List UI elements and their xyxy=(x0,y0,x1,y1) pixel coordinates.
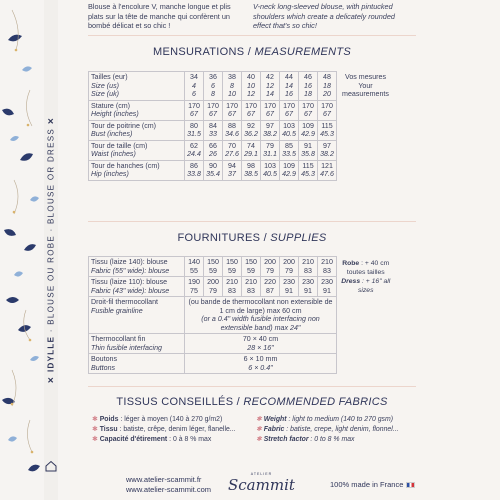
size-cell: 42 12 14 xyxy=(261,72,280,101)
table-row: Tour de poitrine (cm) Bust (inches) 80 31.5 84 33 88 34.6 92 36.2 97 38.2 103 40.5 109 42.9 115 45.3 xyxy=(89,120,395,140)
size-cell: 40 10 12 xyxy=(242,72,261,101)
spine-pattern-type: BLOUSE OU ROBE · BLOUSE OR DRESS xyxy=(46,127,56,325)
table-row: Tissu (laize 140): blouse Fabric (55" wide): blouse 140 55 150 59 150 59 150 59 200 79 200 79 210 83 210 83 Robe : + 40 cm toutes tailles Dress : + 16" all sizes xyxy=(89,257,395,277)
spine-title: ✕ IDYLLE · BLOUSE OU ROBE · BLOUSE OR DRESS ✕ xyxy=(46,116,56,384)
footer-urls xyxy=(126,475,211,495)
pattern-page xyxy=(70,0,500,500)
size-cell: 34 4 6 xyxy=(185,72,204,101)
table-row: Tissu (laize 110): blouse Fabric (43" wide): blouse 190 75 200 79 210 83 210 83 220 87 230 91 230 91 230 91 xyxy=(89,277,395,297)
list-item: ✱ Poids : léger à moyen (140 à 270 g/m2) xyxy=(92,416,223,423)
intro-text-en: V-neck long-sleeved blouse, with pintucked shoulders which create a delicately rounded effect that's so chic! xyxy=(253,2,395,30)
divider xyxy=(88,35,416,36)
your-measurements-note: Vos mesures Your measurements xyxy=(342,73,389,98)
france-flag-icon xyxy=(406,482,415,488)
website-link-fr[interactable]: www.atelier-scammit.fr xyxy=(126,475,202,484)
table-row: Droit-fil thermocollant Fusible grainline (ou bande de thermocollant non extensible de 1 cm de large) max 60 cm (or a 0.4" width fusible interfacing non extensible band) max 24" xyxy=(89,297,395,334)
made-in-france: 100% made in France xyxy=(330,480,415,489)
fabrics-list-fr xyxy=(92,415,236,445)
table-row: Tour de hanches (cm) Hip (inches) 86 33.8 90 35.4 94 37 98 38.5 103 40.5 109 42.9 115 45.3 121 47.6 xyxy=(89,160,395,180)
website-link-com[interactable]: www.atelier-scammit.com xyxy=(126,485,212,494)
measurements-heading: MENSURATIONS / MEASUREMENTS xyxy=(153,46,351,58)
table-row: Tour de taille (cm) Waist (inches) 62 24.4 66 26 70 27.6 74 29.1 79 31.1 85 33.5 91 35.8 97 38.2 xyxy=(89,140,395,160)
divider xyxy=(88,386,416,387)
supplies-heading: FOURNITURES / SUPPLIES xyxy=(177,232,327,244)
spine-star-icon: ✕ xyxy=(46,372,56,384)
measurements-table xyxy=(88,71,395,181)
list-item: ✱ Weight : light to medium (140 to 270 gsm) xyxy=(256,416,394,423)
brand-logo: ATELIER Scammit xyxy=(228,472,295,494)
list-item: ✱ Capacité d'étirement : 0 à 8 % max xyxy=(92,436,212,443)
list-item: ✱ Fabric : batiste, crepe, light denim, flonnel... xyxy=(256,426,399,433)
supplies-table xyxy=(88,256,395,374)
size-cell: 44 14 16 xyxy=(280,72,299,101)
list-item: ✱ Stretch factor : 0 to 8 % max xyxy=(256,436,355,443)
dress-extra-note: Robe : + 40 cm toutes tailles Dress : + 16" all sizes xyxy=(341,259,391,294)
table-row: Thermocollant fin Thin fusible interfacing 70 × 40 cm 28 × 16" xyxy=(89,334,395,354)
intro-text-fr: Blouse à l'encolure V, manche longue et plis plats sur la tête de manche qui confèrent un bombé délicat et so chic ! xyxy=(88,2,231,30)
size-cell: 48 18 20 xyxy=(318,72,337,101)
size-label-cell: Tailles (eur) Size (us) Size (uk) xyxy=(89,72,185,101)
fabrics-heading: TISSUS CONSEILLÉS / RECOMMENDED FABRICS xyxy=(116,396,388,408)
floral-pattern-icon xyxy=(0,0,70,500)
spine-star-icon: ✕ xyxy=(46,116,56,125)
table-row: Stature (cm) Height (inches) 170 67 170 67 170 67 170 67 170 67 170 67 170 67 170 67 xyxy=(89,100,395,120)
table-row: Boutons Buttons 6 × 10 mm 6 × 0.4" xyxy=(89,354,395,374)
table-row xyxy=(89,72,395,101)
home-icon[interactable] xyxy=(44,459,58,473)
size-cell: 46 16 18 xyxy=(299,72,318,101)
size-cell: 38 8 10 xyxy=(223,72,242,101)
list-item: ✱ Tissu : batiste, crêpe, denim léger, flanelle... xyxy=(92,426,236,433)
spine-pattern-name: IDYLLE xyxy=(46,335,56,373)
size-cell: 36 6 8 xyxy=(204,72,223,101)
divider xyxy=(88,221,416,222)
decorative-floral-strip xyxy=(0,0,70,500)
fabrics-list-en xyxy=(256,415,399,445)
